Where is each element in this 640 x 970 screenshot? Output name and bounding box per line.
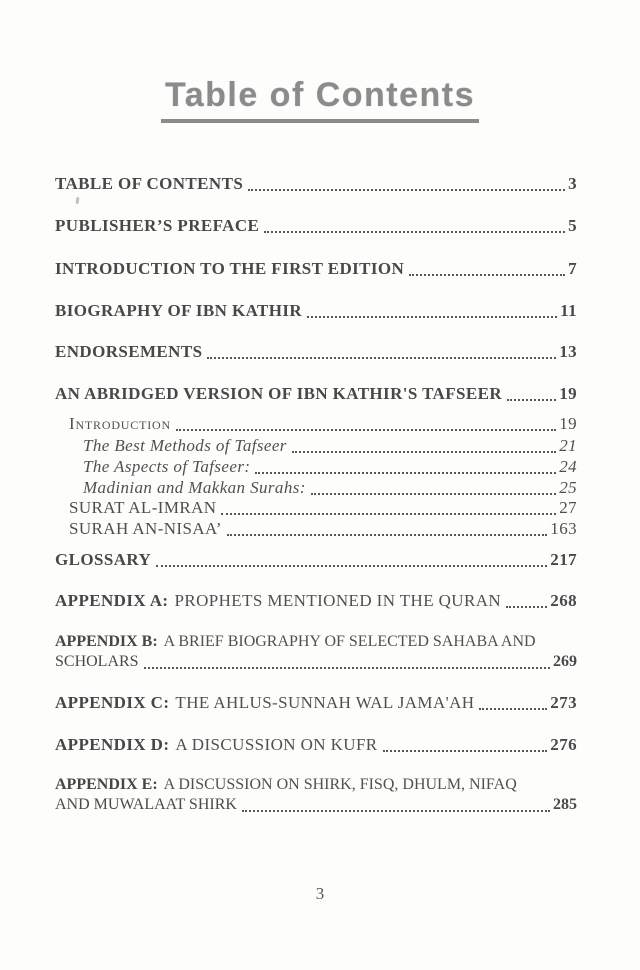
entry-label: The Best Methods of Tafseer [83,436,287,455]
dot-leader [156,565,547,567]
entry-label: APPENDIX A: PROPHETS MENTIONED IN THE QURAN [55,591,502,610]
toc-entry [55,498,577,518]
entry-label: INTRODUCTION TO THE FIRST EDITION [55,259,405,278]
toc-entry [55,342,577,362]
toc-entry [55,478,577,498]
dot-leader [242,810,550,812]
dot-leader [144,667,550,669]
dot-leader [255,472,556,474]
entry-label: APPENDIX C: THE AHLUS-SUNNAH WAL JAMA'AH [55,693,475,712]
entry-page: 27 [559,498,577,517]
dot-leader [207,357,556,359]
entry-page: 163 [550,519,577,538]
entry-label: AN ABRIDGED VERSION OF IBN KATHIR'S TAFSEER [55,384,503,403]
toc-entry [55,414,577,434]
entry-label: ENDORSEMENTS [55,342,203,361]
toc-entry [55,735,577,755]
toc-entry [55,550,577,570]
entry-label-line2: AND MUWALAAT SHIRK [55,796,237,813]
entry-label: Madinian and Makkan Surahs: [83,478,306,497]
dot-leader [176,429,556,431]
toc-entry [55,591,577,611]
entry-label: APPENDIX E: A DISCUSSION ON SHIRK, FISQ, DHULM, NIFAQ [55,776,517,793]
entry-page: 13 [559,342,577,361]
entry-prefix: APPENDIX C: [55,693,170,712]
dot-leader [227,534,547,536]
entry-page: 11 [560,301,577,320]
entry-label: GLOSSARY [55,550,152,569]
entry-prefix: APPENDIX E: [55,776,158,793]
entry-prefix: APPENDIX A: [55,591,169,610]
dot-leader [409,274,565,276]
entry-label: PUBLISHER’S PREFACE [55,216,260,235]
dot-leader [248,189,565,191]
entry-page: 276 [550,735,577,754]
entry-page: 273 [550,693,577,712]
entry-page: 21 [559,436,577,455]
toc-entry [55,174,577,194]
page-title: Table of Contents [161,76,479,123]
entry-label: APPENDIX B: A BRIEF BIOGRAPHY OF SELECTED SAHABA AND [55,633,536,650]
entry-page: 25 [559,478,577,497]
entry-label: Introduction [69,414,171,433]
entry-label: TABLE OF CONTENTS [55,174,244,193]
dot-leader [507,399,556,401]
toc-entry [55,436,577,456]
toc-entry [55,457,577,477]
dot-leader [479,708,547,710]
entry-label: The Aspects of Tafseer: [83,457,251,476]
folio-page-number: 3 [315,884,325,903]
dot-leader [311,493,556,495]
dot-leader [383,750,548,752]
dot-leader [506,606,547,608]
toc-entry [55,693,577,713]
toc-entry [55,384,577,404]
entry-label: BIOGRAPHY OF IBN KATHIR [55,301,303,320]
toc-entry [55,259,577,279]
entry-prefix: APPENDIX D: [55,735,170,754]
entry-page: 285 [553,796,577,813]
entry-label: SURAH AN-NISAA’ [69,519,222,538]
entry-prefix: APPENDIX B: [55,633,158,650]
entry-page: 217 [550,550,577,569]
toc-entry [55,519,577,539]
entry-page: 268 [550,591,577,610]
dot-leader [307,316,557,318]
entry-page: 269 [553,653,577,670]
entry-page: 19 [559,384,577,403]
entry-label-line2: SCHOLARS [55,653,139,670]
entry-page: 19 [559,414,577,433]
entry-page: 7 [568,259,577,278]
dot-leader [292,451,556,453]
table-of-contents [55,174,577,815]
page-title-wrap [0,76,640,123]
entry-label: APPENDIX D: A DISCUSSION ON KUFR [55,735,378,754]
toc-entry [55,776,577,815]
toc-entry [55,633,577,672]
dot-leader [221,513,556,515]
entry-page: 24 [559,457,577,476]
dot-leader [264,231,565,233]
entry-page: 5 [568,216,577,235]
toc-entry [55,301,577,321]
toc-entry [55,216,577,236]
entry-page: 3 [568,174,577,193]
entry-label: SURAT AL-IMRAN [69,498,217,517]
